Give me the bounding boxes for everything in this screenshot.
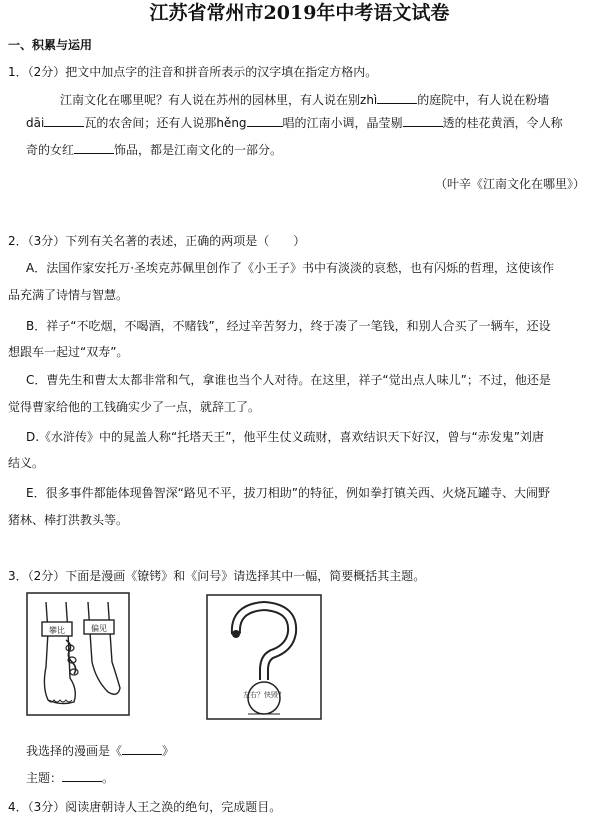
answer-blank[interactable] [247,112,283,127]
section-heading: 一、积累与运用 [8,38,93,52]
cartoon-question-mark-image [206,594,322,720]
q3-theme-line [26,767,114,788]
q2-option-b-line1: B．祥子“不吃烟，不喝酒，不赌钱”，经过辛苦努力，终于凑了一笔钱，和别人合买了一辆车，还设 [26,319,551,333]
answer-blank[interactable] [377,89,417,104]
cuff-label-left: 攀比 [49,626,65,635]
pinyin-zhi: zhì [360,93,378,107]
q1-text: 饰品，都是江南文化的一部分。 [114,143,283,157]
question-mark-drawing [206,594,322,720]
q3-text: 主题： [26,771,63,785]
answer-blank[interactable] [44,112,84,127]
page-title: 江苏省常州市2019年中考语文试卷 [149,2,450,24]
q3-text: 》 [162,744,175,758]
q3-text: 。 [102,771,115,785]
q1-passage-line3 [26,137,282,163]
q1-text: 奇的女红 [26,143,75,157]
answer-blank[interactable] [62,767,102,782]
q2-option-d-line1: D.《水浒传》中的晁盖人称“托塔天王”，他平生仗义疏财，喜欢结识天下好汉，曾与“赤发鬼”刘唐 [26,430,544,444]
cuff-label-right: 偏见 [91,624,107,633]
question-4-stem: 4．（3分）阅读唐朝诗人王之涣的绝句，完成题目。 [8,800,282,814]
q2-option-d-line2: 结义。 [8,456,45,470]
ball-label: 左右？快毁？ [243,691,285,699]
q1-passage-line2 [26,110,592,136]
q2-option-a-line1: A．法国作家安托万·圣埃克苏佩里创作了《小王子》书中有淡淡的哀愁，也有闪烁的哲理，这使该作 [26,261,555,275]
q1-text: 唱的江南小调，晶莹剔 [282,116,403,130]
q1-text: 瓦的农舍间；还有人说那 [84,116,217,130]
question-3-stem: 3．（2分）下面是漫画《镣铐》和《问号》请选择其中一幅，简要概括其主题。 [8,569,426,583]
q1-text: 透的桂花黄酒，令人称 [442,116,563,130]
shackles-drawing [26,592,130,716]
q3-text: 我选择的漫画是《 [26,744,123,758]
q2-option-b-line2: 想跟车一起过“双寿”。 [8,345,129,359]
q1-text: 的庭院中，有人说在粉墙 [417,93,550,107]
pinyin-dai: dāi [26,116,45,130]
q3-choice-line [26,740,174,761]
pinyin-heng: hěng [216,116,247,130]
q2-option-e-line1: E．很多事件都能体现鲁智深“路见不平，拔刀相助”的特征，例如拳打镇关西、火烧瓦罐寺、大闹野 [26,486,551,500]
q2-option-c-line1: C．曹先生和曹太太都非常和气，拿谁也当个人对待。在这里，祥子“觉出点人味儿”；不过，他还是 [26,373,551,387]
q2-option-c-line2: 觉得曹家给他的工钱确实少了一点，就辞工了。 [8,400,261,414]
question-1-stem: 1．（2分）把文中加点字的注音和拼音所表示的汉字填在指定方格内。 [8,65,378,79]
q2-option-e-line2: 猪林、棒打洪教头等。 [8,513,129,527]
q2-option-a-line2: 品充满了诗情与智慧。 [8,288,129,302]
cartoon-shackles-image [26,592,130,716]
q1-source: （叶辛《江南文化在哪里》） [434,177,585,191]
question-2-stem: 2．（3分）下列有关名著的表述，正确的两项是（ ） [8,234,306,248]
answer-blank[interactable] [74,139,114,154]
answer-blank[interactable] [403,112,443,127]
answer-blank[interactable] [122,740,162,755]
q1-text: 江南文化在哪里呢？有人说在苏州的园林里，有人说在别 [60,93,361,107]
